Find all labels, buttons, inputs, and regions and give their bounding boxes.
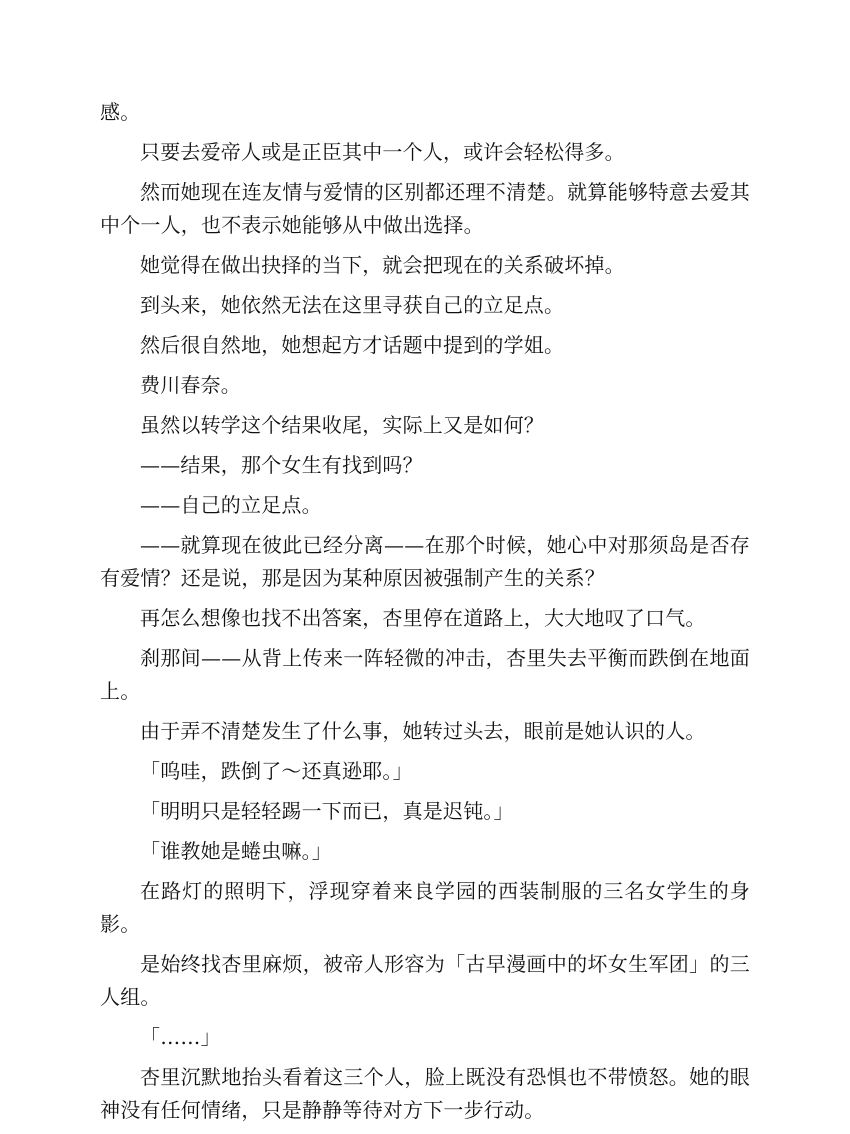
paragraph: ——就算现在彼此已经分离——在那个时候，她心中对那须岛是否存有爱情？还是说，那是因为某种原因被强制产生的关系？ bbox=[100, 533, 750, 590]
document-body bbox=[100, 96, 750, 1134]
paragraph: 「谁教她是蜷虫嘛。」 bbox=[140, 839, 332, 863]
paragraph: 虽然以转学这个结果收尾，实际上又是如何？ bbox=[140, 413, 544, 437]
paragraph: ——结果，那个女生有找到吗？ bbox=[140, 453, 423, 477]
paragraph: ——自己的立足点。 bbox=[140, 493, 322, 517]
paragraph: 「明明只是轻轻踢一下而已，真是迟钝。」 bbox=[140, 799, 514, 823]
paragraph: 杏里沉默地抬头看着这三个人，脸上既没有恐惧也不带愤怒。她的眼神没有任何情绪，只是静静等待对方下一步行动。 bbox=[100, 1065, 750, 1122]
paragraph: 是始终找杏里麻烦，被帝人形容为「古早漫画中的坏女生军团」的三人组。 bbox=[100, 952, 750, 1009]
paragraph: 然而她现在连友情与爱情的区别都还理不清楚。就算能够特意去爱其中个一人，也不表示她能够从中做出选择。 bbox=[100, 180, 750, 237]
paragraph: 由于弄不清楚发生了什么事，她转过头去，眼前是她认识的人。 bbox=[140, 719, 706, 743]
paragraph: 「呜哇，跌倒了～还真逊耶。」 bbox=[140, 759, 413, 783]
paragraph: 只要去爱帝人或是正臣其中一个人，或许会轻松得多。 bbox=[140, 140, 625, 164]
paragraph: 到头来，她依然无法在这里寻获自己的立足点。 bbox=[140, 293, 565, 317]
paragraph: 费川春奈。 bbox=[140, 373, 241, 397]
paragraph: 刹那间——从背上传来一阵轻微的冲击，杏里失去平衡而跌倒在地面上。 bbox=[100, 646, 750, 703]
paragraph: 然后很自然地，她想起方才话题中提到的学姐。 bbox=[140, 333, 565, 357]
paragraph: 她觉得在做出抉择的当下，就会把现在的关系破坏掉。 bbox=[140, 253, 625, 277]
paragraph: 在路灯的照明下，浮现穿着来良学园的西装制服的三名女学生的身影。 bbox=[100, 879, 750, 936]
paragraph: 「……」 bbox=[140, 1025, 221, 1049]
paragraph: 再怎么想像也找不出答案，杏里停在道路上，大大地叹了口气。 bbox=[140, 606, 706, 630]
paragraph: 感。 bbox=[100, 100, 141, 124]
